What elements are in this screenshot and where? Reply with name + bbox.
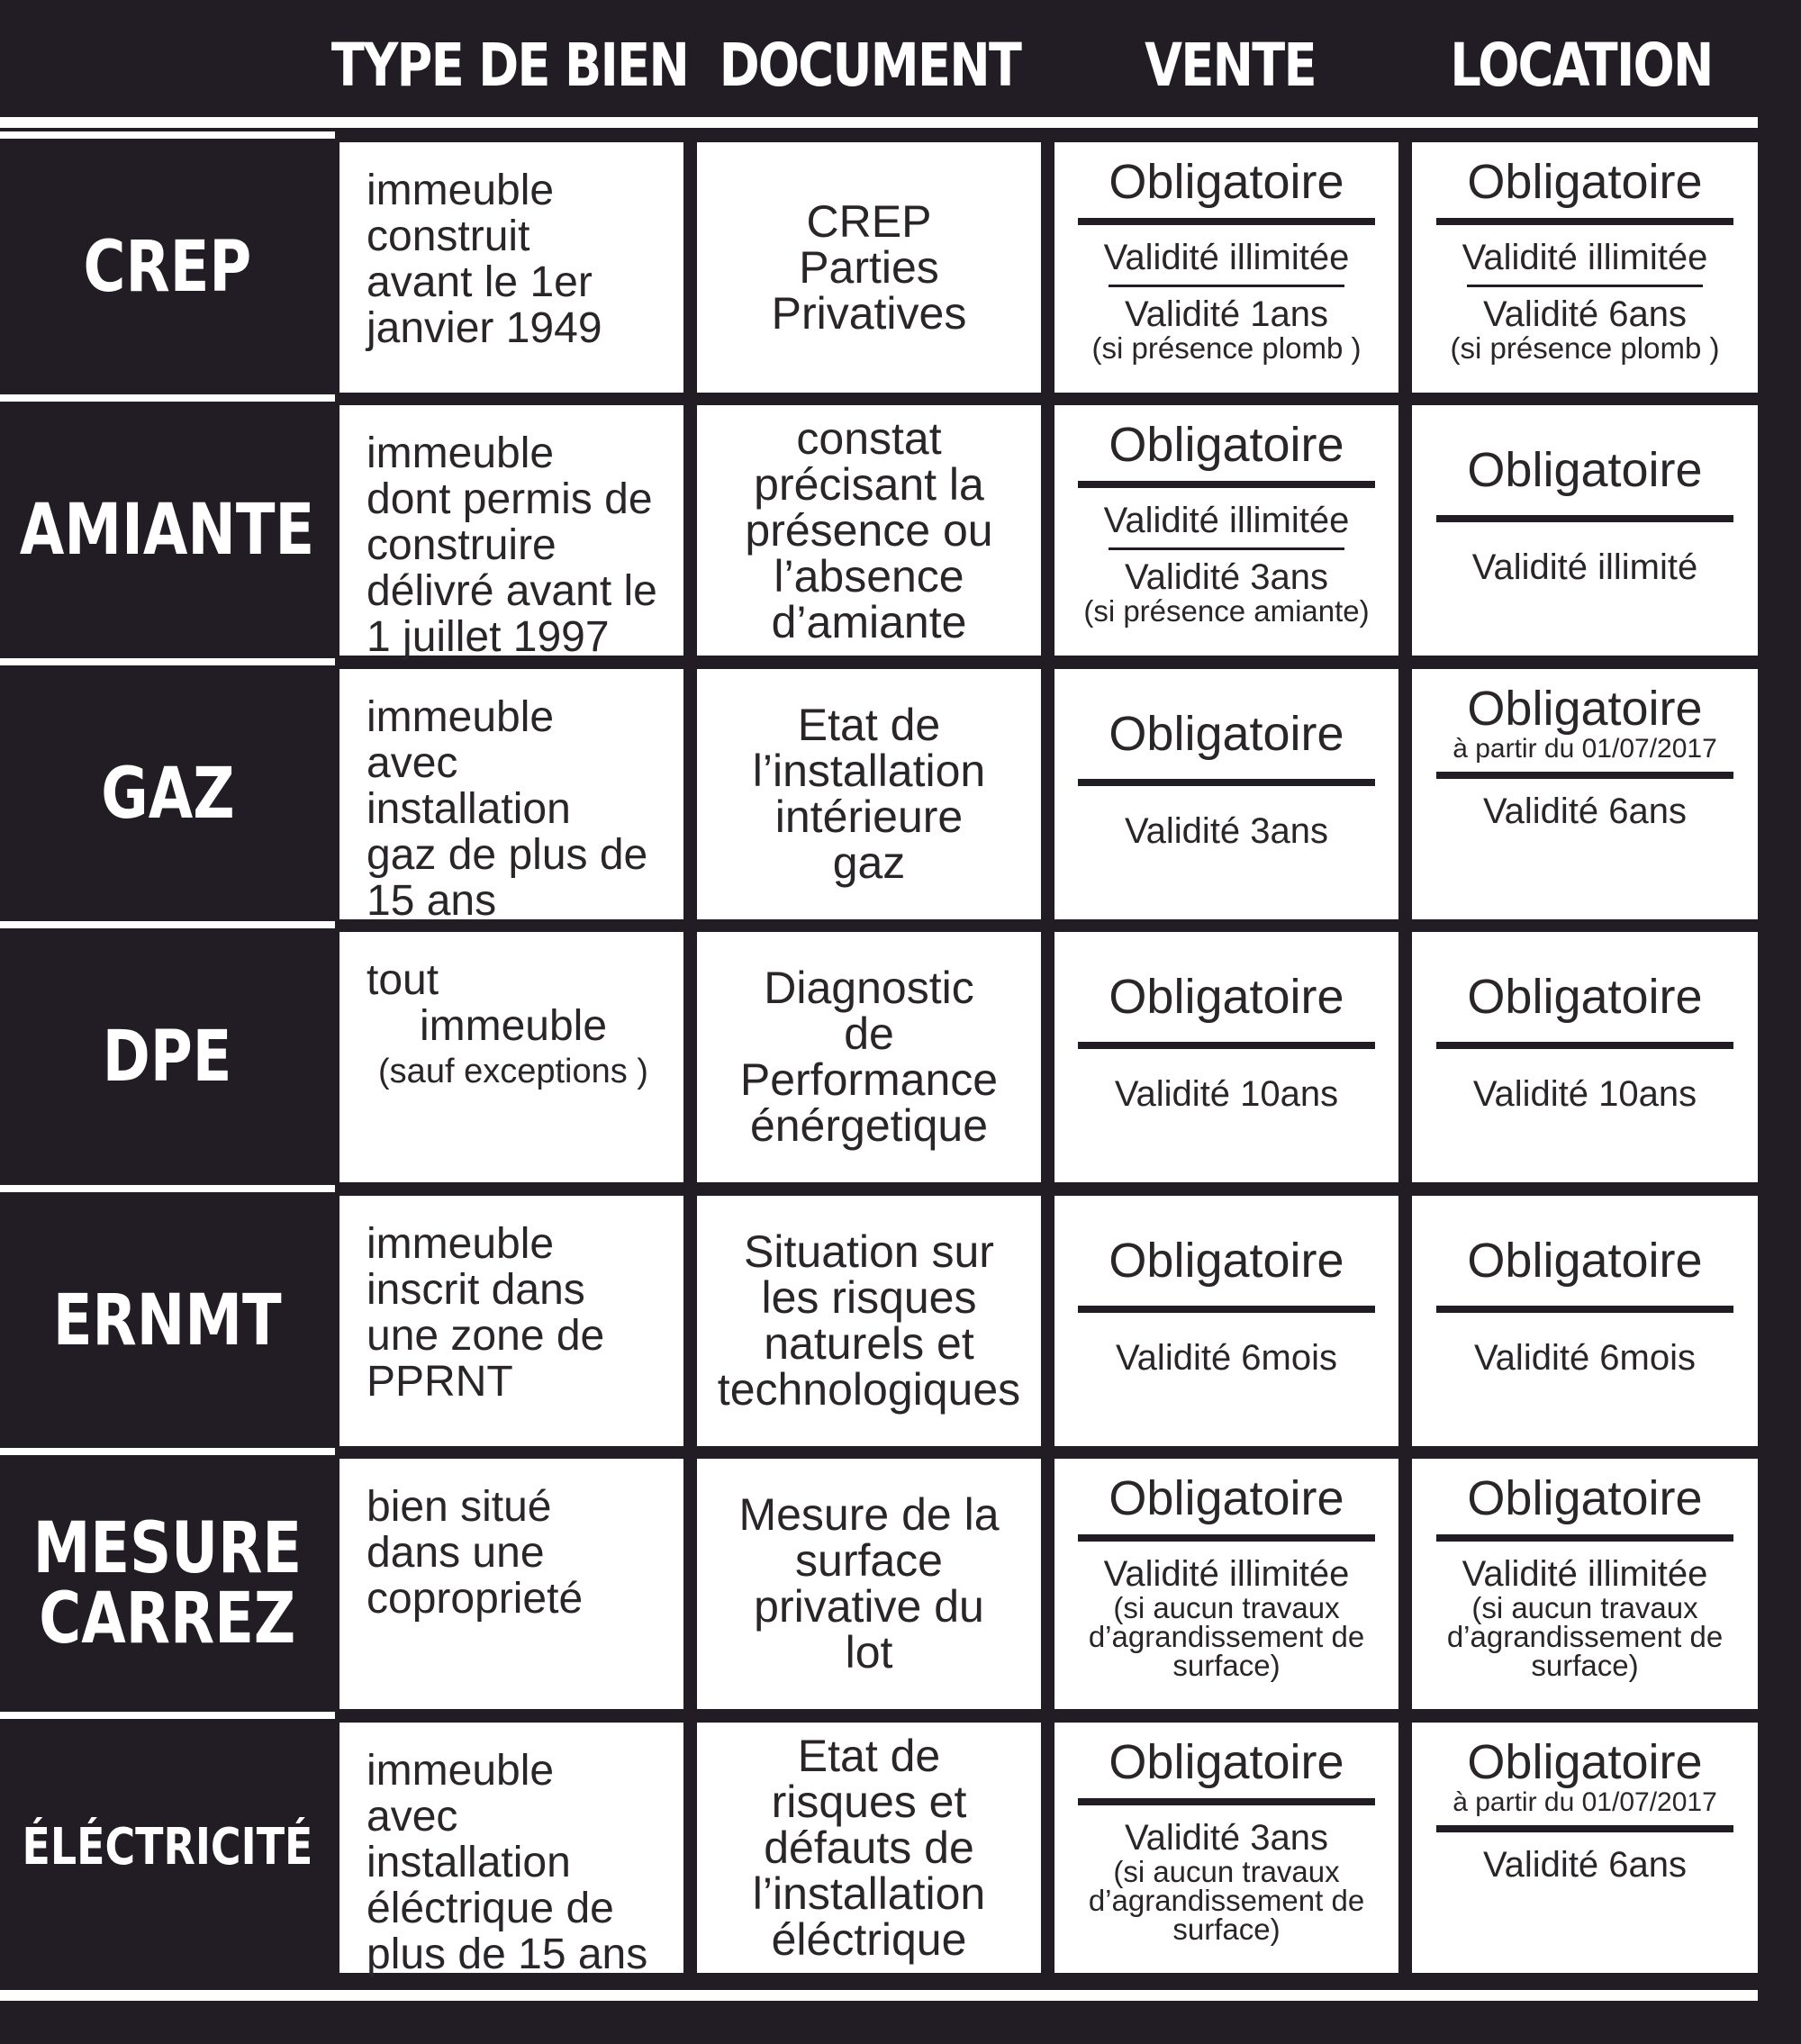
document-line: lot [845, 1627, 893, 1678]
row-label [0, 405, 335, 656]
row-label [0, 932, 335, 1182]
header-type-de-bien: TYPE DE BIEN [330, 30, 689, 100]
type-de-bien-line: (sauf exceptions ) [378, 1053, 648, 1090]
obligation-date: à partir du 01/07/2017 [1453, 1787, 1717, 1817]
vente-cell [1054, 1459, 1398, 1709]
type-de-bien-line: éléctrique de [367, 1885, 614, 1932]
type-de-bien-cell [339, 1459, 683, 1709]
row-separator [0, 1448, 335, 1455]
validity-text: Validité illimité [1471, 547, 1698, 587]
location-cell [1412, 669, 1758, 919]
vente-cell [1054, 1723, 1398, 1973]
divider-line [1436, 1534, 1733, 1542]
validity-text: Validité 10ans [1114, 1074, 1339, 1114]
document-line: Performance [739, 1054, 999, 1105]
type-de-bien-cell [339, 1196, 683, 1446]
type-de-bien-line: dans une [367, 1529, 545, 1577]
row-label-line: GAZ [100, 754, 235, 835]
obligation-title: Obligatoire [1109, 155, 1344, 209]
document-line: de [844, 1008, 894, 1059]
obligation-title: Obligatoire [1109, 707, 1344, 761]
row-separator [0, 394, 335, 402]
obligation-title: Obligatoire [1467, 970, 1703, 1024]
row-separator [0, 921, 335, 928]
type-de-bien-cell [339, 142, 683, 393]
type-de-bien-line: construit [367, 213, 530, 260]
row-label-line: ERNMT [53, 1280, 282, 1361]
document-line: intérieure [774, 791, 964, 842]
location-cell [1412, 405, 1758, 656]
validity-note: (si aucun travaux [1471, 1591, 1698, 1624]
divider-line [1078, 779, 1375, 786]
type-de-bien-line: avant le 1er [367, 258, 593, 306]
type-de-bien-line: installation [367, 1839, 571, 1886]
obligation-title: Obligatoire [1467, 155, 1703, 209]
type-de-bien-line: immeuble [367, 693, 555, 741]
validity-note: (si aucun travaux [1113, 1855, 1340, 1888]
validity-text: Validité illimitée [1103, 1554, 1350, 1594]
document-line: éléctrique [771, 1913, 967, 1965]
row-label-line: CARREZ [39, 1578, 296, 1660]
obligation-title: Obligatoire [1109, 970, 1344, 1024]
document-line: défauts de [764, 1822, 974, 1873]
vente-cell [1054, 932, 1398, 1182]
validity-text: Validité illimitée [1462, 1554, 1708, 1594]
type-de-bien-cell [339, 405, 683, 661]
bottom-divider [0, 1990, 1758, 2001]
row-label [0, 669, 335, 919]
row-separator [0, 658, 335, 665]
type-de-bien-line: immeuble [367, 167, 555, 214]
validity-note: d’agrandissement de surface) [1088, 1620, 1365, 1682]
divider-line [1436, 1042, 1733, 1049]
row-label [0, 1196, 335, 1446]
validity-text: Validité 6ans [1482, 294, 1688, 334]
divider-line [1436, 515, 1733, 522]
location-cell [1412, 932, 1758, 1182]
document-line: l’installation [752, 746, 986, 796]
obligation-title: Obligatoire [1467, 443, 1703, 497]
divider-line [1109, 285, 1344, 287]
type-de-bien-line: 15 ans [367, 877, 497, 925]
document-cell [697, 405, 1041, 656]
type-de-bien-line: 1 juillet 1997 [367, 613, 610, 661]
validity-text: Validité illimitée [1462, 238, 1708, 277]
header-location: LOCATION [1450, 30, 1713, 100]
location-cell [1412, 142, 1758, 393]
document-cell [697, 932, 1041, 1182]
type-de-bien-line: immeuble [419, 1002, 608, 1050]
validity-text: Validité 3ans [1124, 1818, 1329, 1858]
validity-text: Validité 6ans [1482, 791, 1688, 831]
row-label-line: CREP [83, 227, 252, 308]
document-line: constat [796, 412, 942, 464]
type-de-bien-line: installation [367, 785, 571, 833]
row-label-line: MESURE [32, 1508, 303, 1589]
obligation-title: Obligatoire [1467, 1735, 1703, 1789]
document-line: Mesure de la [738, 1489, 1000, 1540]
type-de-bien-line: une zone de [367, 1312, 605, 1360]
obligation-date: à partir du 01/07/2017 [1453, 734, 1717, 764]
row-label-line: DPE [103, 1017, 232, 1098]
validity-note: (si présence plomb ) [1091, 331, 1362, 365]
row-label [0, 1723, 335, 1973]
divider-line [1436, 1306, 1733, 1313]
row-separator [0, 1712, 335, 1719]
type-de-bien-line: immeuble [367, 430, 555, 477]
divider-line [1078, 1042, 1375, 1049]
document-line: Situation sur [744, 1226, 994, 1277]
validity-note: d’agrandissement de surface) [1446, 1620, 1724, 1682]
divider-line [1436, 1825, 1733, 1832]
location-cell [1412, 1459, 1758, 1709]
type-de-bien-line: avec [367, 1793, 458, 1841]
row-separator [0, 1185, 335, 1192]
validity-note: (si aucun travaux [1113, 1591, 1340, 1624]
divider-line [1436, 772, 1733, 779]
type-de-bien-line: plus de 15 ans [367, 1931, 648, 1978]
document-line: technologiques [717, 1364, 1021, 1415]
document-line: Etat de [797, 700, 941, 750]
document-line: naturels et [764, 1318, 974, 1369]
vente-cell [1054, 669, 1398, 919]
type-de-bien-cell [339, 932, 683, 1182]
document-cell [697, 142, 1041, 393]
vente-cell [1054, 142, 1398, 393]
header-document: DOCUMENT [719, 30, 1021, 100]
type-de-bien-line: gaz de plus de [367, 831, 648, 879]
type-de-bien-cell [339, 1723, 683, 1978]
type-de-bien-line: tout [367, 956, 439, 1004]
header-vente: VENTE [1145, 30, 1316, 100]
obligation-title: Obligatoire [1467, 682, 1703, 736]
type-de-bien-line: coproprieté [367, 1575, 584, 1623]
type-de-bien-line: dont permis de [367, 475, 653, 523]
row-label [0, 1459, 335, 1709]
type-de-bien-line: PPRNT [367, 1358, 513, 1406]
row-label [0, 142, 335, 393]
divider-line [1467, 285, 1703, 287]
validity-note: (si présence plomb ) [1450, 331, 1720, 365]
document-cell [697, 1196, 1041, 1446]
document-line: CREP [806, 195, 932, 247]
divider-line [1078, 1798, 1375, 1805]
document-line: précisant la [754, 458, 984, 510]
divider-line [1078, 481, 1375, 488]
validity-text: Validité 10ans [1472, 1074, 1697, 1114]
vente-cell [1054, 405, 1398, 656]
document-line: Etat de [797, 1730, 941, 1781]
row-label-line: AMIANTE [20, 490, 315, 571]
type-de-bien-line: construire [367, 521, 557, 569]
obligation-title: Obligatoire [1109, 1234, 1344, 1288]
validity-text: Validité 3ans [1124, 811, 1329, 851]
document-line: l’absence [774, 550, 964, 601]
location-cell [1412, 1196, 1758, 1446]
type-de-bien-line: immeuble [367, 1220, 555, 1268]
document-line: l’installation [752, 1868, 986, 1919]
type-de-bien-line: janvier 1949 [367, 304, 602, 352]
type-de-bien-line: bien situé [367, 1483, 552, 1531]
type-de-bien-line: délivré avant le [367, 567, 657, 615]
document-cell [697, 669, 1041, 919]
document-cell [697, 1723, 1041, 1973]
validity-text: Validité illimitée [1103, 501, 1350, 540]
divider-line [1078, 218, 1375, 225]
type-de-bien-line: avec [367, 739, 458, 787]
document-line: Parties [799, 241, 939, 293]
validity-text: Validité 1ans [1124, 294, 1329, 334]
divider-line [1078, 1534, 1375, 1542]
divider-line [1436, 218, 1733, 225]
document-line: les risques [761, 1272, 977, 1323]
validity-text: Validité 6mois [1473, 1338, 1697, 1378]
type-de-bien-line: immeuble [367, 1747, 555, 1795]
obligation-title: Obligatoire [1467, 1234, 1703, 1288]
validity-note: d’agrandissement de surface) [1088, 1884, 1365, 1946]
document-cell [697, 1459, 1041, 1709]
type-de-bien-cell [339, 669, 683, 925]
validity-text: Validité illimitée [1103, 238, 1350, 277]
obligation-title: Obligatoire [1109, 1735, 1344, 1789]
divider-line [1109, 547, 1344, 550]
obligation-title: Obligatoire [1109, 418, 1344, 472]
location-cell [1412, 1723, 1758, 1973]
validity-text: Validité 3ans [1124, 557, 1329, 597]
document-line: présence ou [745, 504, 993, 556]
document-line: risques et [771, 1776, 967, 1827]
document-line: privative du [754, 1581, 984, 1632]
obligation-title: Obligatoire [1109, 1471, 1344, 1525]
type-de-bien-line: inscrit dans [367, 1266, 585, 1314]
document-line: d’amiante [771, 596, 967, 647]
validity-text: Validité 6ans [1482, 1845, 1688, 1885]
obligation-title: Obligatoire [1467, 1471, 1703, 1525]
divider-line [1078, 1306, 1375, 1313]
validity-text: Validité 6mois [1115, 1338, 1338, 1378]
top-divider [0, 117, 1758, 128]
vente-cell [1054, 1196, 1398, 1446]
validity-note: (si présence amiante) [1083, 594, 1370, 628]
document-line: gaz [832, 837, 906, 888]
row-label-line: ÉLÉCTRICITÉ [22, 1818, 313, 1877]
row-separator [0, 131, 335, 139]
document-line: surface [795, 1535, 943, 1586]
document-line: énérgetique [749, 1100, 989, 1151]
document-line: Diagnostic [764, 963, 974, 1013]
document-line: Privatives [771, 287, 967, 339]
